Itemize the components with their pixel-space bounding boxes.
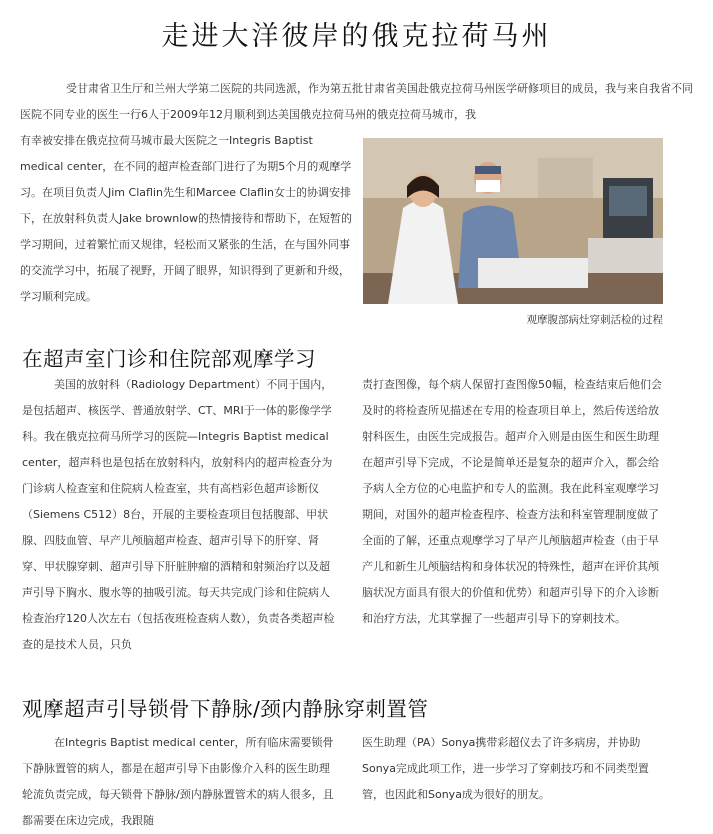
photo-illustration [363,138,663,304]
section-heading-catheter: 观摩超声引导锁骨下静脉/颈内静脉穿刺置管 [22,697,429,721]
section-heading-outpatient: 在超声室门诊和住院部观摩学习 [22,347,316,371]
section2-column-right: 医生助理（PA）Sonya携带彩超仪去了许多病房，并协助Sonya完成此项工作，进一步学习了穿刺技巧和不同类型置管，也因此和Sonya成为很好的朋友。 [362,736,649,801]
intro-paragraph-top: 受甘肃省卫生厅和兰州大学第二医院的共同选派，作为第五批甘肃省美国赴俄克拉荷马州医学研修项目的成员，我与来自我省不同医院不同专业的医生一行6人于2009年12月顺利到达美国俄克拉荷马州的俄克拉荷马城市，我 [20,82,693,121]
photo-caption: 观摩腹部病灶穿刺活检的过程 [526,314,663,326]
article-title: 走进大洋彼岸的俄克拉荷马州 [161,21,552,52]
ultrasound-biopsy-photo [363,138,663,304]
section2-column-left: 在Integris Baptist medical center，所有临床需要锁骨下静脉置管的病人，都是在超声引导下由影像介入科的医生助理轮流负责完成，每天锁骨下静脉/颈内静脉置管术的病人很多，且都需要在床边完成，我跟随 [22,736,334,827]
section1-column-right: 责打查图像，每个病人保留打查图像50幅，检查结束后他们会及时的将检查所见描述在专用的检查项目单上，然后传送给放射科医生，由医生完成报告。超声介入则是由医生和医生助理在超声引导下完成，不论是简单还是复杂的超声介入，都会给予病人全方位的心电监护和专人的监测。我在此科室观摩学习期间，对国外的超声检查程序、检查方法和科室管理制度做了全面的了解，还重点观摩学习了早产儿颅脑超声检查（由于早产儿和新生儿颅脑结构和身体状况的特殊性，超声在评价其颅脑状况方面具有很大的价值和优势）和超声引导下的介入诊断和治疗方法，尤其掌握了一些超声引导下的穿刺技术。 [362,378,662,625]
intro-paragraph-left: 有幸被安排在俄克拉荷马城市最大医院之一Integris Baptist medical center，在不同的超声检查部门进行了为期5个月的观摩学习。在项目负责人Jim Claflin先生和Marcee Claflin女士的协调安排下，在放射科负责人Jake brownlow的热情接待和帮助下，在短暂的学习期间，过着繁忙而又规律，轻松而又紧张的生活，在与国外同事的交流学习中，拓展了视野，开阔了眼界，知识得到了更新和升级，学习顺利完成。 [20,134,352,303]
section1-column-left: 美国的放射科（Radiology Department）不同于国内，是包括超声、核医学、普通放射学、CT、MRI于一体的影像学学科。我在俄克拉荷马所学习的医院—Integris Baptist medical center，超声科也是包括在放射科内，放射科内的超声检查分为门诊病人检查室和住院病人检查室，共有高档彩色超声诊断仪（Siemens C512）8台，开展的主要检查项目包括腹部、甲状腺、四肢血管、早产儿颅脑超声检查、超声引导下的肝穿、肾穿、甲状腺穿刺、超声引导下肝脏肿瘤的酒精和射频治疗以及超声引导下胸水、腹水等的抽吸引流。每天共完成门诊和住院病人检查治疗120人次左右（包括夜班检查病人数），负责各类超声检查的是技术人员，只负 [22,378,335,651]
